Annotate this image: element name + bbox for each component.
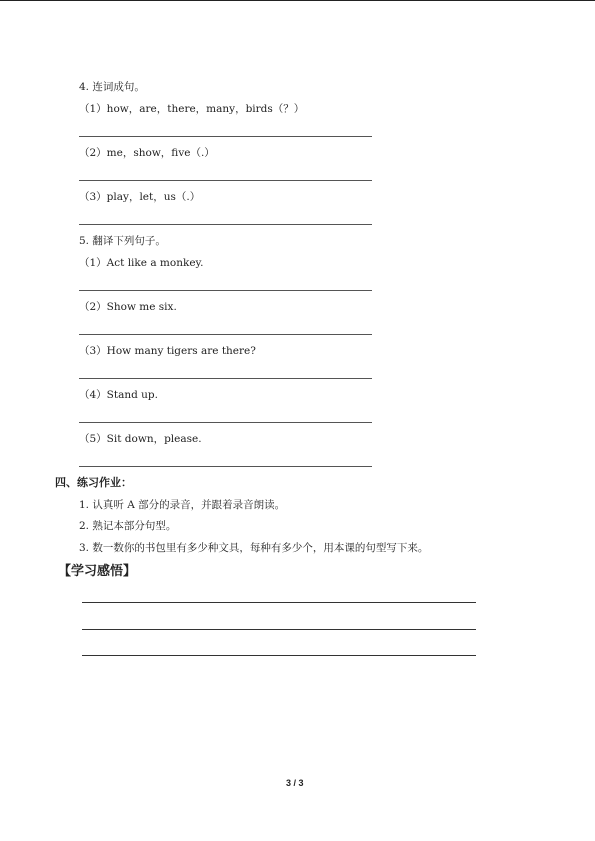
- answer-line[interactable]: [79, 466, 372, 467]
- answer-line[interactable]: [79, 224, 372, 225]
- q5-item-5: （5）Sit down，please.: [79, 433, 202, 445]
- reflection-heading: 【学习感悟】: [58, 564, 137, 579]
- q4-title: 4. 连词成句。: [79, 81, 145, 93]
- q5-item-3: （3）How many tigers are there?: [79, 345, 256, 357]
- q5-item-4: （4）Stand up.: [79, 389, 158, 401]
- homework-item-1: 1. 认真听 A 部分的录音，并跟着录音朗读。: [79, 499, 286, 511]
- q4-item-3: （3）play，let，us（.）: [79, 191, 201, 203]
- answer-line[interactable]: [79, 378, 372, 379]
- page-number: 3 / 3: [286, 778, 304, 788]
- answer-line[interactable]: [79, 136, 372, 137]
- q5-item-2: （2）Show me six.: [79, 301, 177, 313]
- answer-line[interactable]: [79, 422, 372, 423]
- homework-heading: 四、练习作业：: [55, 476, 132, 489]
- reflection-line[interactable]: [82, 602, 476, 603]
- q5-title: 5. 翻译下列句子。: [79, 235, 166, 247]
- answer-line[interactable]: [79, 290, 372, 291]
- q4-item-1: （1）how，are，there，many，birds（？）: [79, 103, 305, 115]
- q5-item-1: （1）Act like a monkey.: [79, 257, 204, 269]
- header-rule: [0, 0, 595, 1]
- homework-item-2: 2. 熟记本部分句型。: [79, 520, 177, 532]
- reflection-line[interactable]: [82, 629, 476, 630]
- q4-item-2: （2）me，show，five（.）: [79, 147, 215, 159]
- answer-line[interactable]: [79, 334, 372, 335]
- answer-line[interactable]: [79, 180, 372, 181]
- reflection-line[interactable]: [82, 655, 476, 656]
- homework-item-3: 3. 数一数你的书包里有多少种文具，每种有多少个，用本课的句型写下来。: [79, 542, 429, 554]
